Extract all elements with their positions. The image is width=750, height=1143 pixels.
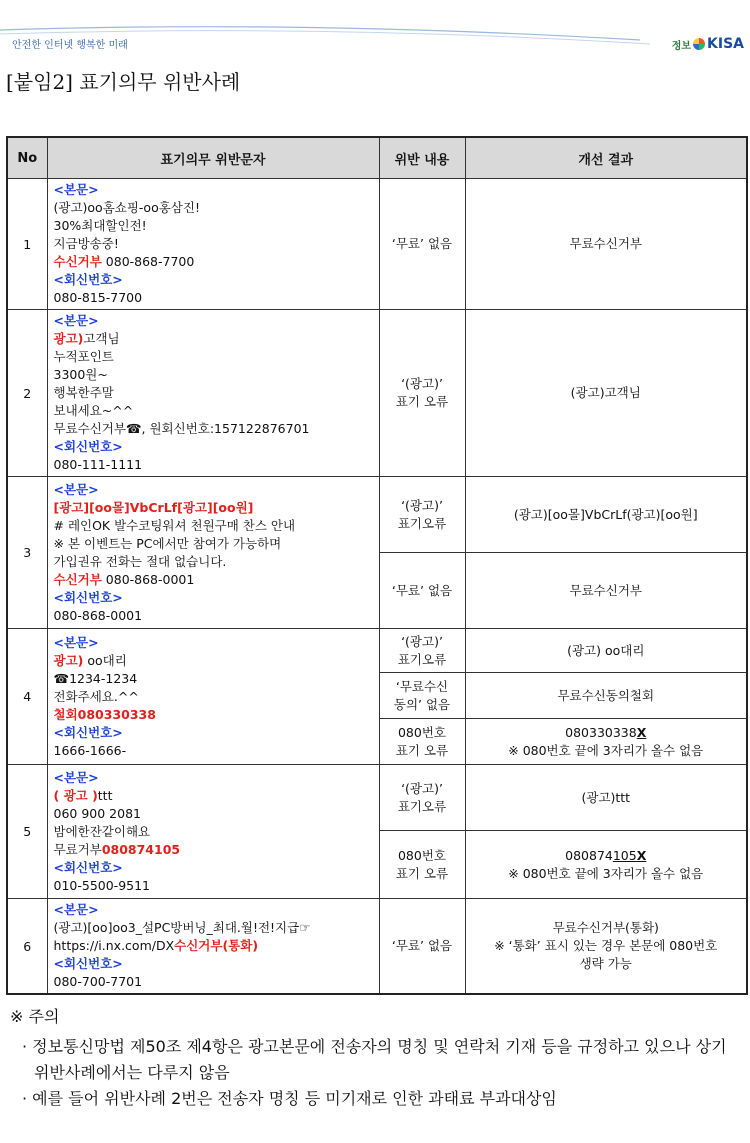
header-tagline: 안전한 인터넷 행복한 미래 — [12, 40, 128, 51]
message-cell: <본문> 광고) oo대리 ☎1234-1234 전화주세요.^^ 철회080330338 <회신번호> 1666-1666- — [47, 629, 379, 765]
result-cell: 무료수신거부(통화) ※ ‘통화’ 표시 있는 경우 본문에 080번호 생략 가능 — [465, 899, 747, 995]
violation-cell: ‘무료’ 없음 — [379, 179, 465, 310]
table-row — [7, 477, 747, 553]
notes-section — [10, 1004, 745, 1112]
message-cell: <본문> (광고)oo홈쇼핑-oo홍삼진! 30%최대할인전! 지금방송중! 수신거부 080-868-7700 <회신번호> 080-815-7700 — [47, 179, 379, 310]
row-number: 3 — [7, 477, 47, 629]
page-title: [붙임2] 표기의무 위반사례 — [6, 70, 241, 94]
violation-cell: ‘(광고)’ 표기오류 — [379, 477, 465, 553]
row-number: 2 — [7, 310, 47, 477]
result-cell: (광고)ttt — [465, 765, 747, 831]
result-cell: 080874105X ※ 080번호 끝에 3자리가 올수 없음 — [465, 831, 747, 899]
message-cell: <본문> ( 광고 )ttt 060 900 2081 밤에한잔같이해요 무료거부080874105 <회신번호> 010-5500-9511 — [47, 765, 379, 899]
violation-cell: ‘무료수신 동의’ 없음 — [379, 673, 465, 719]
violation-cell: ‘(광고)’ 표기오류 — [379, 629, 465, 673]
row-number: 4 — [7, 629, 47, 765]
row-number: 6 — [7, 899, 47, 995]
table-row — [7, 765, 747, 831]
message-cell: <본문> 광고)고객님 누적포인트 3300원~ 행복한주말 보내세요~^^ 무료수신거부☎, 원회신번호:157122876701 <회신번호> 080-111-1111 — [47, 310, 379, 477]
table-row — [7, 899, 747, 995]
result-cell: (광고)[oo몰]VbCrLf(광고)[oo원] — [465, 477, 747, 553]
result-cell: 무료수신동의철회 — [465, 673, 747, 719]
col-header-message: 표기의무 위반문자 — [47, 137, 379, 179]
violation-cell: 080번호 표기 오류 — [379, 831, 465, 899]
col-header-violation: 위반 내용 — [379, 137, 465, 179]
violation-cell: ‘(광고)’ 표기오류 — [379, 765, 465, 831]
table-row — [7, 179, 747, 310]
result-cell: (광고) oo대리 — [465, 629, 747, 673]
row-number: 5 — [7, 765, 47, 899]
header-swoosh — [0, 0, 750, 70]
violation-table — [6, 136, 748, 995]
violation-cell: ‘무료’ 없음 — [379, 553, 465, 629]
note-item: · 정보통신망법 제50조 제4항은 광고본문에 전송자의 명칭 및 연락처 기재 등을 규정하고 있으나 상기 위반사례에서는 다루지 않음 — [22, 1037, 727, 1082]
result-cell: 무료수신거부 — [465, 179, 747, 310]
result-cell: 무료수신거부 — [465, 553, 747, 629]
message-cell: <본문> (광고)[oo]oo3_설PC방버닝_최대.월!전!지급☞ https://i.nx.com/DX수신거부(통화) <회신번호> 080-700-7701 — [47, 899, 379, 995]
table-row — [7, 310, 747, 477]
table-row — [7, 629, 747, 673]
row-number: 1 — [7, 179, 47, 310]
violation-cell: ‘무료’ 없음 — [379, 899, 465, 995]
message-cell: <본문> [광고][oo몰]VbCrLf[광고][oo원] # 레인OK 발수코팅워셔 천원구매 찬스 안내 ※ 본 이벤트는 PC에서만 참여가 가능하며 가입권유 전화는 절대 없습니다. 수신거부 080-868-0001 <회신번호> 080-868-0001 — [47, 477, 379, 629]
notes-heading: ※ 주의 — [10, 1007, 60, 1026]
table-header-row — [7, 137, 747, 179]
kisa-logo: 정보 KISA — [671, 36, 744, 52]
note-item: · 예를 들어 위반사례 2번은 전송자 명칭 등 미기재로 인한 과태료 부과대상임 — [22, 1089, 557, 1108]
result-cell: (광고)고객님 — [465, 310, 747, 477]
col-header-no: No — [7, 137, 47, 179]
col-header-result: 개선 결과 — [465, 137, 747, 179]
violation-cell: ‘(광고)’ 표기 오류 — [379, 310, 465, 477]
logo-mark-icon — [693, 38, 705, 50]
violation-cell: 080번호 표기 오류 — [379, 719, 465, 765]
result-cell: 080330338X ※ 080번호 끝에 3자리가 올수 없음 — [465, 719, 747, 765]
